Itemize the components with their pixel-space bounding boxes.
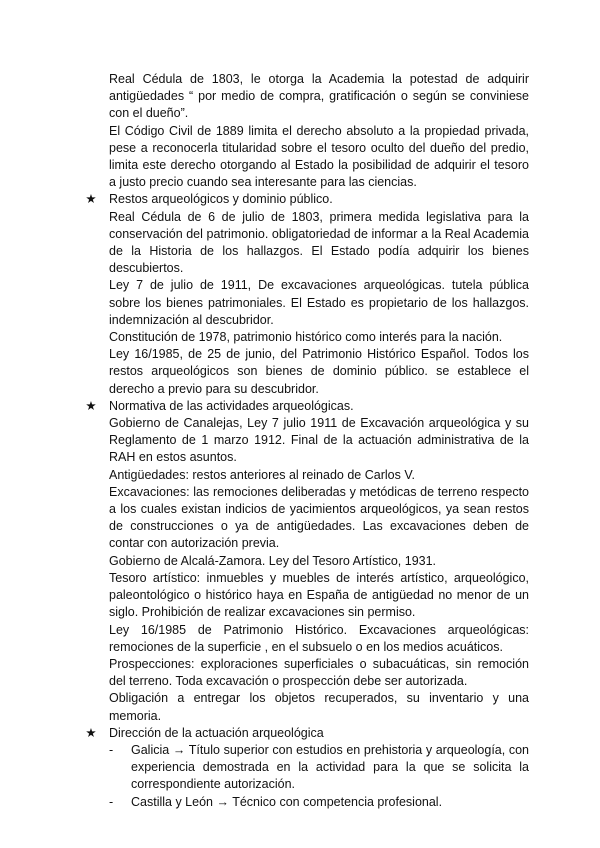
section-paragraph: Excavaciones: las remociones deliberadas y metódicas de terreno respecto a los cuales existan indicios de yacimientos arqueológicos, ya sean restos de construcciones o ya de antigüedades. Las excavaciones deben de contar con autorización previa. bbox=[109, 484, 529, 551]
section-paragraph: Constitución de 1978, patrimonio histórico como interés para la nación. bbox=[109, 330, 503, 345]
section-paragraph: Gobierno de Alcalá-Zamora. Ley del Tesoro Artístico, 1931. bbox=[109, 553, 437, 568]
section-heading-text: Restos arqueológicos y dominio público. bbox=[109, 192, 333, 207]
section-heading-normativa bbox=[85, 398, 529, 415]
section-paragraph: Prospecciones: exploraciones superficiales o subacuáticas, sin remoción del terreno. Toda excavación o prospección debe ser autorizada. bbox=[109, 656, 529, 689]
sub-list bbox=[109, 742, 529, 811]
star-icon: ★ bbox=[85, 725, 97, 740]
list-item-text: Castilla y León → Técnico con competencia profesional. bbox=[131, 794, 443, 809]
section-paragraph: Ley 16/1985, de 25 de junio, del Patrimonio Histórico Español. Todos los restos arqueológicos son bienes de dominio público. se establece el derecho a previo para su descubridor. bbox=[109, 347, 529, 396]
section-paragraph: Obligación a entregar los objetos recuperados, su inventario y una memoria. bbox=[109, 691, 529, 723]
section-paragraph: Ley 16/1985 de Patrimonio Histórico. Excavaciones arqueológicas: remociones de la superficie , en el subsuelo o en los medios acuáticos. bbox=[109, 622, 529, 654]
section-heading-direccion bbox=[85, 725, 529, 742]
section-heading-text: Dirección de la actuación arqueológica bbox=[109, 725, 324, 740]
dash-bullet: - bbox=[109, 794, 114, 809]
document-body bbox=[85, 71, 529, 811]
section-paragraph: Real Cédula de 6 de julio de 1803, primera medida legislativa para la conservación del patrimonio. obligatoriedad de informar a la Real Academia de la Historia de los hallazgos. El Estado podía adquirir los bienes descubiertos. bbox=[109, 209, 529, 276]
section-heading-restos bbox=[85, 191, 529, 208]
list-item-galicia bbox=[109, 742, 529, 794]
section-paragraph: Ley 7 de julio de 1911, De excavaciones arqueológicas. tutela pública sobre los bienes patrimoniales. El Estado es propietario de los hallazgos. indemnización al descubridor. bbox=[109, 278, 529, 327]
star-icon: ★ bbox=[85, 398, 97, 413]
section-paragraph: Gobierno de Canalejas, Ley 7 julio 1911 de Excavación arqueológica y su Reglamento de 1 marzo 1912. Final de la actuación administrativa de la RAH en estos asuntos. bbox=[109, 416, 529, 465]
list-item-text: Galicia → Título superior con estudios en prehistoria y arqueología, con experiencia demostrada en la actividad para la que se solicita la correspondiente autorización. bbox=[131, 742, 529, 792]
star-icon: ★ bbox=[85, 192, 97, 207]
list-item-castilla-leon bbox=[109, 794, 529, 811]
section-heading-text: Normativa de las actividades arqueológicas. bbox=[109, 398, 354, 413]
intro-paragraph-2: El Código Civil de 1889 limita el derecho absoluto a la propiedad privada, pese a reconocerla titularidad sobre el tesoro oculto del dueño del predio, limita este derecho otorgando al Estado la posibilidad de adquirir el tesoro a justo precio cuando sea interesante para las ciencias. bbox=[109, 123, 529, 190]
intro-paragraph-1: Real Cédula de 1803, le otorga la Academia la potestad de adquirir antigüedades “ por medio de compra, gratificación o según se conviniese con el dueño”. bbox=[109, 72, 529, 121]
section-paragraph: Antigüedades: restos anteriores al reinado de Carlos V. bbox=[109, 467, 415, 482]
dash-bullet: - bbox=[109, 742, 114, 757]
section-paragraph: Tesoro artístico: inmuebles y muebles de interés artístico, arqueológico, paleontológico o histórico haya en España de antigüedad no menor de un siglo. Prohibición de realizar excavaciones sin permiso. bbox=[109, 570, 529, 620]
